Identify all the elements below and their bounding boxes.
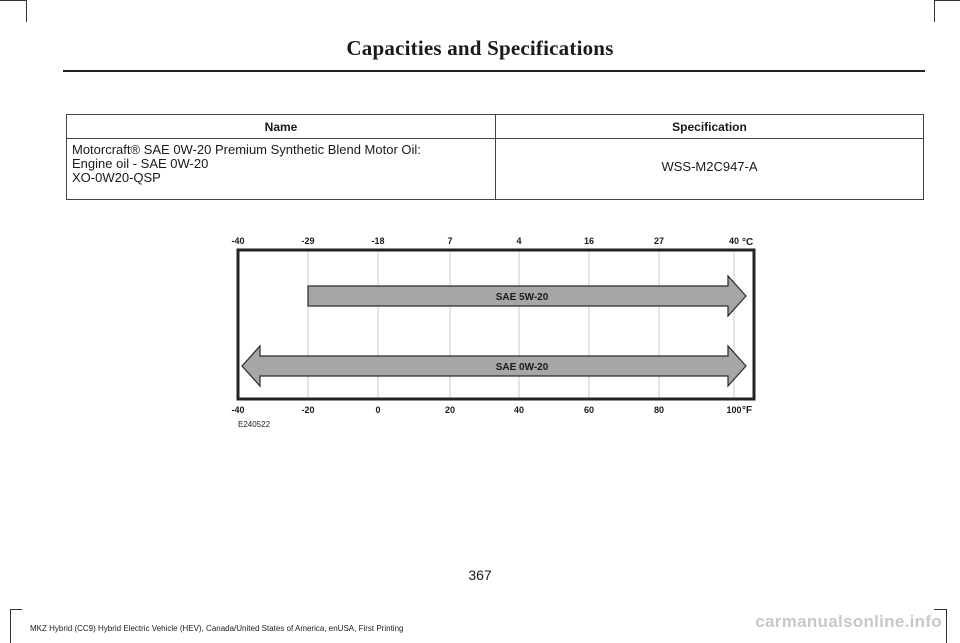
crop-mark (934, 609, 946, 610)
bottom-tick-label-fahrenheit: 40 (513, 405, 525, 415)
title-divider (63, 70, 925, 72)
bottom-axis-unit: °F (742, 405, 753, 416)
top-axis-unit: °C (742, 237, 754, 248)
top-tick-label-celsius: 27 (653, 236, 665, 246)
oil-name-line: Motorcraft® SAE 0W-20 Premium Synthetic Blend Motor Oil: (72, 142, 421, 157)
oil-name-line: XO-0W20-QSP (72, 170, 161, 185)
watermark-logo: carmanualsonline.info (755, 612, 942, 631)
crop-mark (10, 609, 22, 610)
top-tick-label-celsius: 7 (447, 236, 453, 246)
bottom-tick-label-fahrenheit: 0 (375, 405, 381, 415)
crop-mark (0, 0, 26, 1)
figure-id: E240522 (238, 420, 271, 429)
viscosity-chart-svg (222, 230, 762, 435)
bottom-tick-label-fahrenheit: 20 (444, 405, 456, 415)
page-title: Capacities and Specifications (346, 36, 614, 60)
specification-cell: WSS-M2C947-A (496, 139, 924, 200)
crop-mark (934, 0, 960, 1)
top-tick-label-celsius: 16 (583, 236, 595, 246)
crop-mark (934, 0, 935, 22)
bottom-tick-label-fahrenheit: -40 (231, 405, 245, 415)
series-label: SAE 0W-20 (495, 362, 549, 373)
table-header-row (67, 115, 924, 139)
series-label: SAE 5W-20 (495, 292, 549, 303)
bottom-tick-label-fahrenheit: 60 (583, 405, 595, 415)
oil-name-cell (67, 139, 496, 200)
page-number: 367 (468, 567, 492, 583)
top-tick-label-celsius: 4 (516, 236, 522, 246)
bottom-tick-label-fahrenheit: -20 (301, 405, 315, 415)
crop-mark (946, 609, 947, 643)
oil-name-line: Engine oil - SAE 0W-20 (72, 156, 209, 171)
top-tick-label-celsius: -29 (301, 236, 315, 246)
bottom-tick-label-fahrenheit: 100 (726, 405, 742, 415)
top-tick-label-celsius: -18 (371, 236, 385, 246)
column-header-specification: Specification (496, 115, 924, 139)
oil-spec-table (66, 114, 924, 200)
footer-text: MKZ Hybrid (CC9) Hybrid Electric Vehicle (HEV), Canada/United States of America, enUSA, First Printing (30, 624, 404, 633)
oil-viscosity-chart (222, 230, 762, 440)
bottom-tick-label-fahrenheit: 80 (653, 405, 665, 415)
table-row (67, 139, 924, 200)
top-tick-label-celsius: 40 (728, 236, 740, 246)
crop-mark (10, 609, 11, 643)
viscosity-range-arrow (242, 346, 746, 386)
top-tick-label-celsius: -40 (231, 236, 245, 246)
crop-mark (26, 0, 27, 22)
column-header-name: Name (67, 115, 496, 139)
chart-frame (238, 250, 754, 399)
